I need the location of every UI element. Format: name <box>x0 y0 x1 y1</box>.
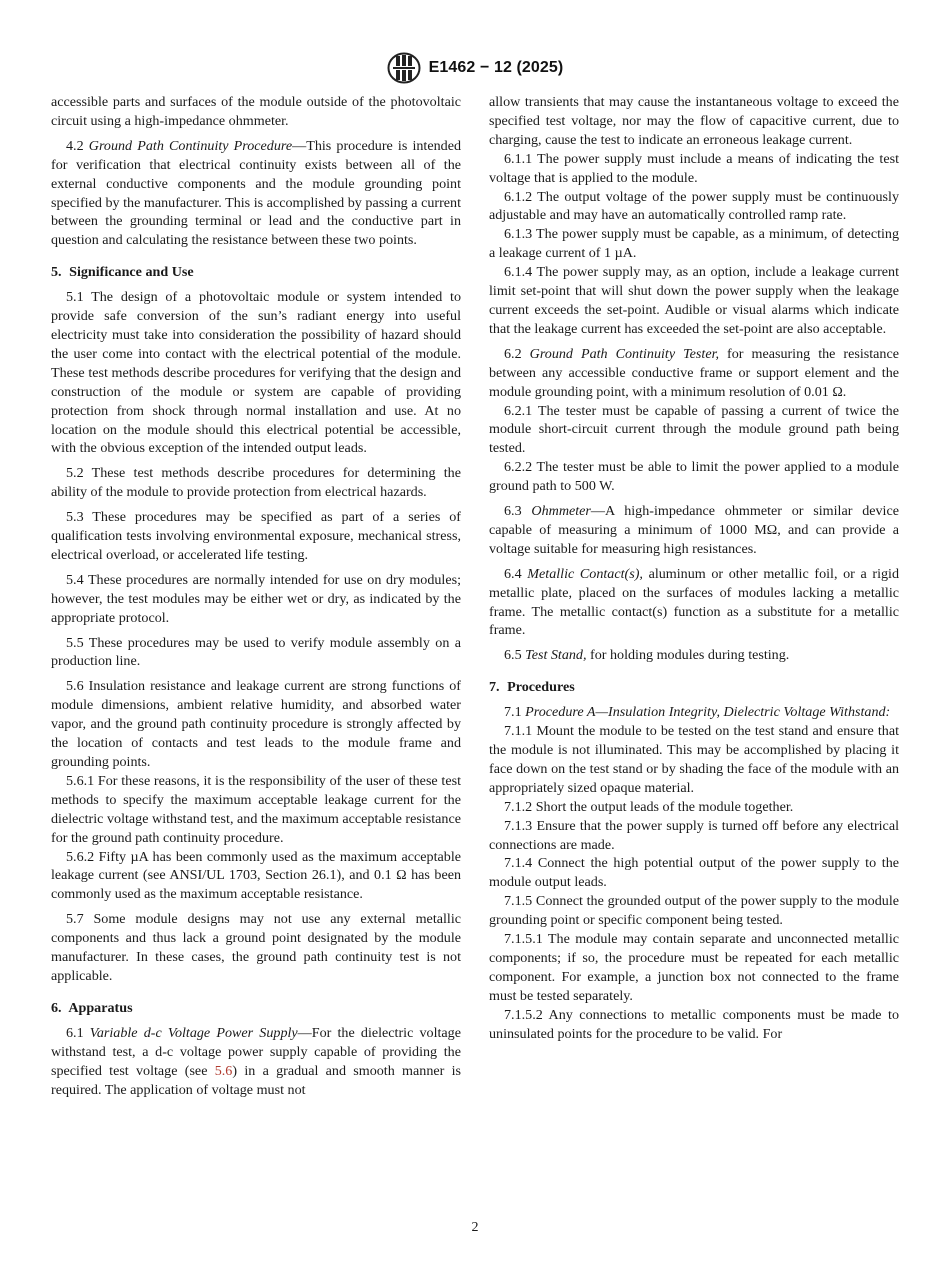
section-heading-5: 5. Significance and Use <box>51 264 194 281</box>
paragraph-6-5: 6.5 Test Stand, for holding modules during testing. <box>504 647 790 664</box>
paragraph-6-1-1: 6.1.1 The power supply must include a means of indicating the test voltage that is applied to the module. <box>489 150 899 186</box>
paragraph-6-1-2: 6.1.2 The output voltage of the power supply must be continuously adjustable and may have an automatically controlled ramp rate. <box>489 188 899 224</box>
paragraph-4-2: 4.2 Ground Path Continuity Procedure—This procedure is intended for verification that electrical continuity exists between all of the external conductive components and the module grounding point specified by the manufacturer. This is accomplished by passing a current between the grounding terminal or lead and the conductive part in question and calculating the resistance between these two points. <box>51 137 461 249</box>
paragraph-7-1-5-1: 7.1.5.1 The module may contain separate and unconnected metallic components; if so, the procedure must be repeated for each metallic component. For example, a junction box not connected to the frame must be tested separately. <box>489 931 899 1004</box>
paragraph-7-1: 7.1 Procedure A—Insulation Integrity, Dielectric Voltage Withstand: <box>504 704 891 721</box>
paragraph-5-4: 5.4 These procedures are normally intended for use on dry modules; however, the test modules may be either wet or dry, as indicated by the appropriate protocol. <box>51 571 461 626</box>
paragraph-5-1: 5.1 The design of a photovoltaic module or system intended to provide safe conversion of the sun’s radiant energy into useful electricity must take into consideration the possibility of hazard should the user come into contact with the electrical potential of the module. These test methods describe procedures for verifying that the design and construction of the module or system are capable of providing protection from shock through normal installation and use. At no location on the module should this electrical potential be accessible, with the obvious exception of the intended output leads. <box>51 289 461 457</box>
paragraph-5-2: 5.2 These test methods describe procedures for determining the ability of the module to provide protection from electrical hazards. <box>51 465 461 501</box>
astm-logo-icon <box>387 52 421 84</box>
paragraph-6-2-1: 6.2.1 The tester must be capable of passing a current of twice the module short-circuit current through the module ground path being tested. <box>489 402 899 457</box>
paragraph-5-6-1: 5.6.1 For these reasons, it is the responsibility of the user of these test methods to specify the maximum acceptable leakage current for the dielectric voltage withstand test, and the maximum acceptable resistance for the ground path continuity procedure. <box>51 772 461 846</box>
paragraph-7-1-3: 7.1.3 Ensure that the power supply is turned off before any electrical connections are made. <box>489 817 899 853</box>
section-heading-7: 7. Procedures <box>489 679 575 696</box>
page-header <box>0 50 950 86</box>
paragraph-continuation: accessible parts and surfaces of the module outside of the photovoltaic circuit using a high-impedance ohmmeter. <box>51 94 461 129</box>
cross-reference-link[interactable]: 5.6 <box>214 1062 233 1079</box>
paragraph-5-6-2: 5.6.2 Fifty µA has been commonly used as the maximum acceptable leakage current (see ANSI/UL 1703, Section 26.1), and 0.1 Ω has been commonly used as the maximum acceptable resistance. <box>51 848 461 903</box>
paragraph-continuation: allow transients that may cause the instantaneous voltage to exceed the specified test voltage, nor may the flow of capacitive current, due to charging, cause the test to indicate an erroneous leakage current. <box>489 94 899 148</box>
paragraph-7-1-5-2: 7.1.5.2 Any connections to metallic components must be made to uninsulated points for the procedure to be valid. For <box>489 1006 899 1042</box>
right-column <box>489 93 899 1044</box>
paragraph-6-1-3: 6.1.3 The power supply must be capable, as a minimum, of detecting a leakage current of 1 µA. <box>489 226 899 262</box>
paragraph-7-1-2: 7.1.2 Short the output leads of the module together. <box>504 798 794 815</box>
paragraph-6-1-4: 6.1.4 The power supply may, as an option, include a leakage current limit set-point that will shut down the power supply when the leakage current exceeds the set-point. Audible or visual alarms which indicate that the leakage current has exceeded the set-point are also acceptable. <box>489 264 899 337</box>
paragraph-7-1-4: 7.1.4 Connect the high potential output of the power supply to the module output leads. <box>489 855 899 891</box>
paragraph-7-1-5: 7.1.5 Connect the grounded output of the power supply to the module grounding point or specific component being tested. <box>489 893 899 929</box>
paragraph-5-6: 5.6 Insulation resistance and leakage current are strong functions of module dimensions, ambient relative humidity, and absorbed water vapor, and the ground path continuity procedure is strongly affected by the location of contacts and test leads to the module frame and grounding points. <box>51 678 461 770</box>
paragraph-6-4: 6.4 Metallic Contact(s), aluminum or other metallic foil, or a rigid metallic plate, placed on the surfaces of modules lacking a metallic frame. The metallic contact(s) function as a substitute for a metallic frame. <box>489 565 900 639</box>
document-designation: E1462 − 12 (2025) <box>428 59 564 76</box>
section-heading-6: 6. Apparatus <box>51 999 133 1016</box>
paragraph-6-2: 6.2 Ground Path Continuity Tester, for measuring the resistance between any accessible conductive frame or support element and the module grounding point, with a minimum resolution of 0.01 Ω. <box>489 345 899 400</box>
paragraph-5-7: 5.7 Some module designs may not use any external metallic components and thus lack a ground point designated by the module manufacturer. In these cases, the ground path continuity test is not applicable. <box>51 911 461 984</box>
paragraph-6-2-2: 6.2.2 The tester must be able to limit the power applied to a module ground path to 500 W. <box>489 459 899 495</box>
page-number: 2 <box>471 1220 479 1235</box>
paragraph-5-3: 5.3 These procedures may be specified as part of a series of qualification tests involving environmental exposure, mechanical stress, electrical overload, or accelerated life testing. <box>51 509 461 563</box>
paragraph-7-1-1: 7.1.1 Mount the module to be tested on the test stand and ensure that the module is not illuminated. This may be accomplished by placing it face down on the test stand or by shading the face of the module with an appropriately sized opaque material. <box>489 723 899 796</box>
paragraph-6-3: 6.3 Ohmmeter—A high-impedance ohmmeter or similar device capable of measuring a minimum of 1000 MΩ, and can provide a voltage suitable for measuring high resistances. <box>489 503 899 557</box>
paragraph-5-5: 5.5 These procedures may be used to verify module assembly on a production line. <box>51 634 461 670</box>
left-column <box>51 93 461 1099</box>
paragraph-6-1: 6.1 Variable d-c Voltage Power Supply—For the dielectric voltage withstand test, a d-c voltage power supply capable of providing the specified test voltage (see 5.6) in a gradual and smooth manner is required. The application of voltage must not <box>51 1024 461 1098</box>
